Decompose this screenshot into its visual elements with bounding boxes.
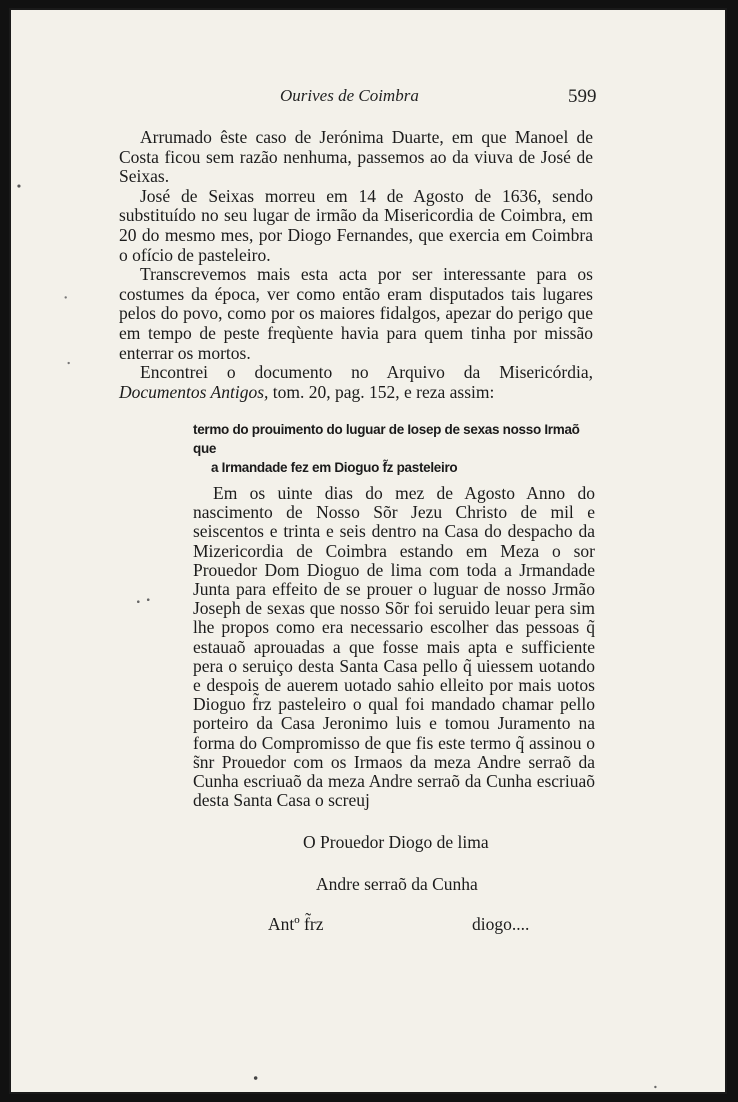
page-number: 599 <box>568 86 597 107</box>
paragraph-4-end: tom. 20, pag. 152, e reza assim: <box>268 381 495 402</box>
body-text <box>119 128 593 402</box>
paragraph-4-start: Encontrei o documento no Arquivo da Misericórdia, <box>140 362 593 383</box>
paragraph-4 <box>119 363 593 402</box>
book-page <box>9 8 727 1094</box>
document-title <box>193 420 597 477</box>
paragraph-1: Arrumado êste caso de Jerónima Duarte, em que Manoel de Costa ficou sem razão nenhuma, passemos ao da viuva de José de Seixas. <box>119 127 593 187</box>
document-title-line-1: termo do prouimento do luguar de Iosep de sexas nosso Irmaõ que <box>193 422 580 456</box>
running-title: Ourives de Coimbra <box>280 86 419 105</box>
paragraph-3: Transcrevemos mais esta acta por ser interessante para os costumes da época, ver como então eram disputados tais lugares pelos do povo, como por os maiores fidalgos, apezar do perigo que em tempo de peste freqùente havia para quem tinha por missão enterrar os mortos. <box>119 264 593 363</box>
paragraph-2: José de Seixas morreu em 14 de Agosto de 1636, sendo substituído no seu lugar de irmão da Misericordia de Coimbra, em 20 do mesmo mes, por Diogo Fernandes, que exercia em Coimbra o ofício de pasteleiro. <box>119 185 593 265</box>
signature-provedor: O Prouedor Diogo de lima <box>303 832 489 852</box>
transcript-text: Em os uinte dias do mez de Agosto Anno do nascimento de Nosso Sõr Jezu Christo de mil e seiscentos e trinta e seis dentro na Casa do despacho da Mizericordia de Coimbra estando em Meza o sor Prouedor Dom Dioguo de lima com toda a Jrmandade Junta para effeito de se prouer o luguar de nosso Jrmão Joseph de sexas que nosso Sõr foi seruido leuar pera sim lhe propos como era necessario escolher das pessoas q̃ estauaõ aprouadas a que fosse mais apta e sufficiente pera o seruiço desta Santa Casa pello q̃ uiessem uotando e despois de auerem uotado sahio elleito por mais uotos Dioguo f̃rz pasteleiro o qual foi mandado chamar pello porteiro da Casa Jeronimo luis e tomou Juramento na forma do Compromisso de que fis este termo q̃ assinou o s̃nr Prouedor com os Irmaos da meza Andre serraõ da Cunha escriuaõ da meza Andre serraõ da Cunha escriuaõ desta Santa Casa o screuj <box>193 483 595 811</box>
signature-antonio: Antº f̃rz <box>268 914 324 934</box>
source-title: Documentos Antigos, <box>119 381 269 402</box>
signature-escrivao: Andre serraõ da Cunha <box>316 874 478 894</box>
document-title-line-2: a Irmandade fez em Dioguo f̃z pasteleiro <box>211 460 458 475</box>
document-transcript <box>193 484 595 810</box>
signature-diogo: diogo.... <box>472 914 530 934</box>
